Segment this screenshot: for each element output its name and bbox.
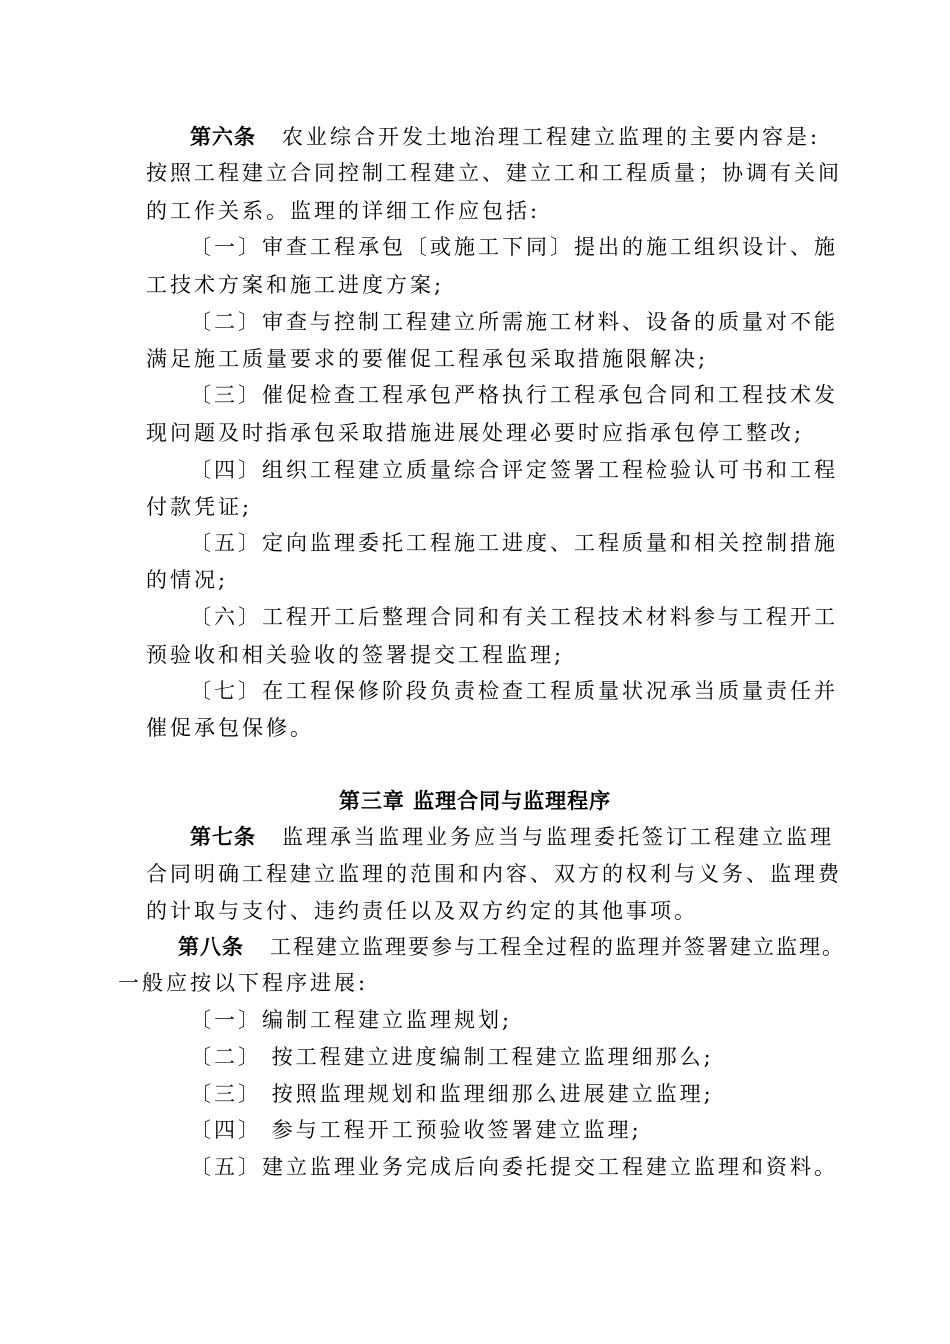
article6-intro-line: 按照工程建立合同控制工程建立、建立工和工程质量；协调有关间 (146, 161, 842, 185)
article8-item: 〔五〕建立监理业务完成后向委托提交工程建立监理和资料。 (190, 1155, 838, 1179)
article8-item: 〔四〕 参与工程开工预验收签署建立监理; (190, 1118, 642, 1142)
article8-item: 〔三〕 按照监理规划和监理细那么进展建立监理; (190, 1082, 714, 1106)
article8-item: 〔二〕 按工程建立进度编制工程建立监理细那么; (190, 1045, 714, 1069)
article8-item: 〔一〕编制工程建立监理规划; (190, 1008, 513, 1032)
article6-item-6-line1: 〔六〕工程开工后整理合同和有关工程技术材料参与工程开工 (190, 605, 838, 629)
article6-label: 第六条 (190, 124, 256, 149)
article6-intro-line: 农业综合开发土地治理工程建立监理的主要内容是: (282, 125, 821, 149)
article6-item-6-line2: 预验收和相关验收的签署提交工程监理; (146, 643, 565, 667)
article6-item-2-line1: 〔二〕审查与控制工程建立所需施工材料、设备的质量对不能 (190, 310, 838, 334)
article8-first-line (178, 934, 845, 960)
article6-item-7-line2: 催促承包保修。 (146, 716, 314, 740)
article7-first-line (190, 824, 834, 850)
article6-item-3-line2: 现问题及时指承包采取措施进展处理必要时应指承包停工整改; (146, 421, 805, 445)
chapter-heading: 第三章 监理合同与监理程序 (338, 788, 612, 813)
article6-first-line (190, 124, 820, 150)
article6-item-1-line2: 工技术方案和施工进度方案; (146, 273, 445, 297)
article7-line: 合同明确工程建立监理的范围和内容、双方的权利与义务、监理费 (146, 862, 842, 886)
article6-item-5-line1: 〔五〕定向监理委托工程施工进度、工程质量和相关控制措施 (190, 531, 838, 555)
article6-item-4-line2: 付款凭证; (146, 495, 253, 519)
article8-line: 一般应按以下程序进展: (118, 971, 369, 995)
article6-item-4-line1: 〔四〕组织工程建立质量综合评定签署工程检验认可书和工程 (190, 458, 838, 482)
article8-line: 工程建立监理要参与工程全过程的监理并签署建立监理。 (270, 935, 845, 959)
article6-item-2-line2: 满足施工质量要求的要催促工程承包采取措施限解决; (146, 347, 709, 371)
article7-label: 第七条 (190, 824, 256, 849)
article6-intro-line: 的工作关系。监理的详细工作应包括: (146, 199, 541, 223)
article7-line: 的计取与支付、违约责任以及双方约定的其他事项。 (146, 899, 698, 923)
article7-line: 监理承当监理业务应当与监理委托签订工程建立监理 (282, 825, 834, 849)
article6-item-5-line2: 的情况; (146, 568, 229, 592)
article6-item-7-line1: 〔七〕在工程保修阶段负责检查工程质量状况承当质量责任并 (190, 679, 838, 703)
article6-item-1-line1: 〔一〕审查工程承包〔或施工下同〕提出的施工组织设计、施 (190, 235, 838, 259)
article6-item-3-line1: 〔三〕催促检查工程承包严格执行工程承包合同和工程技术发 (190, 383, 838, 407)
article8-label: 第八条 (178, 934, 244, 959)
